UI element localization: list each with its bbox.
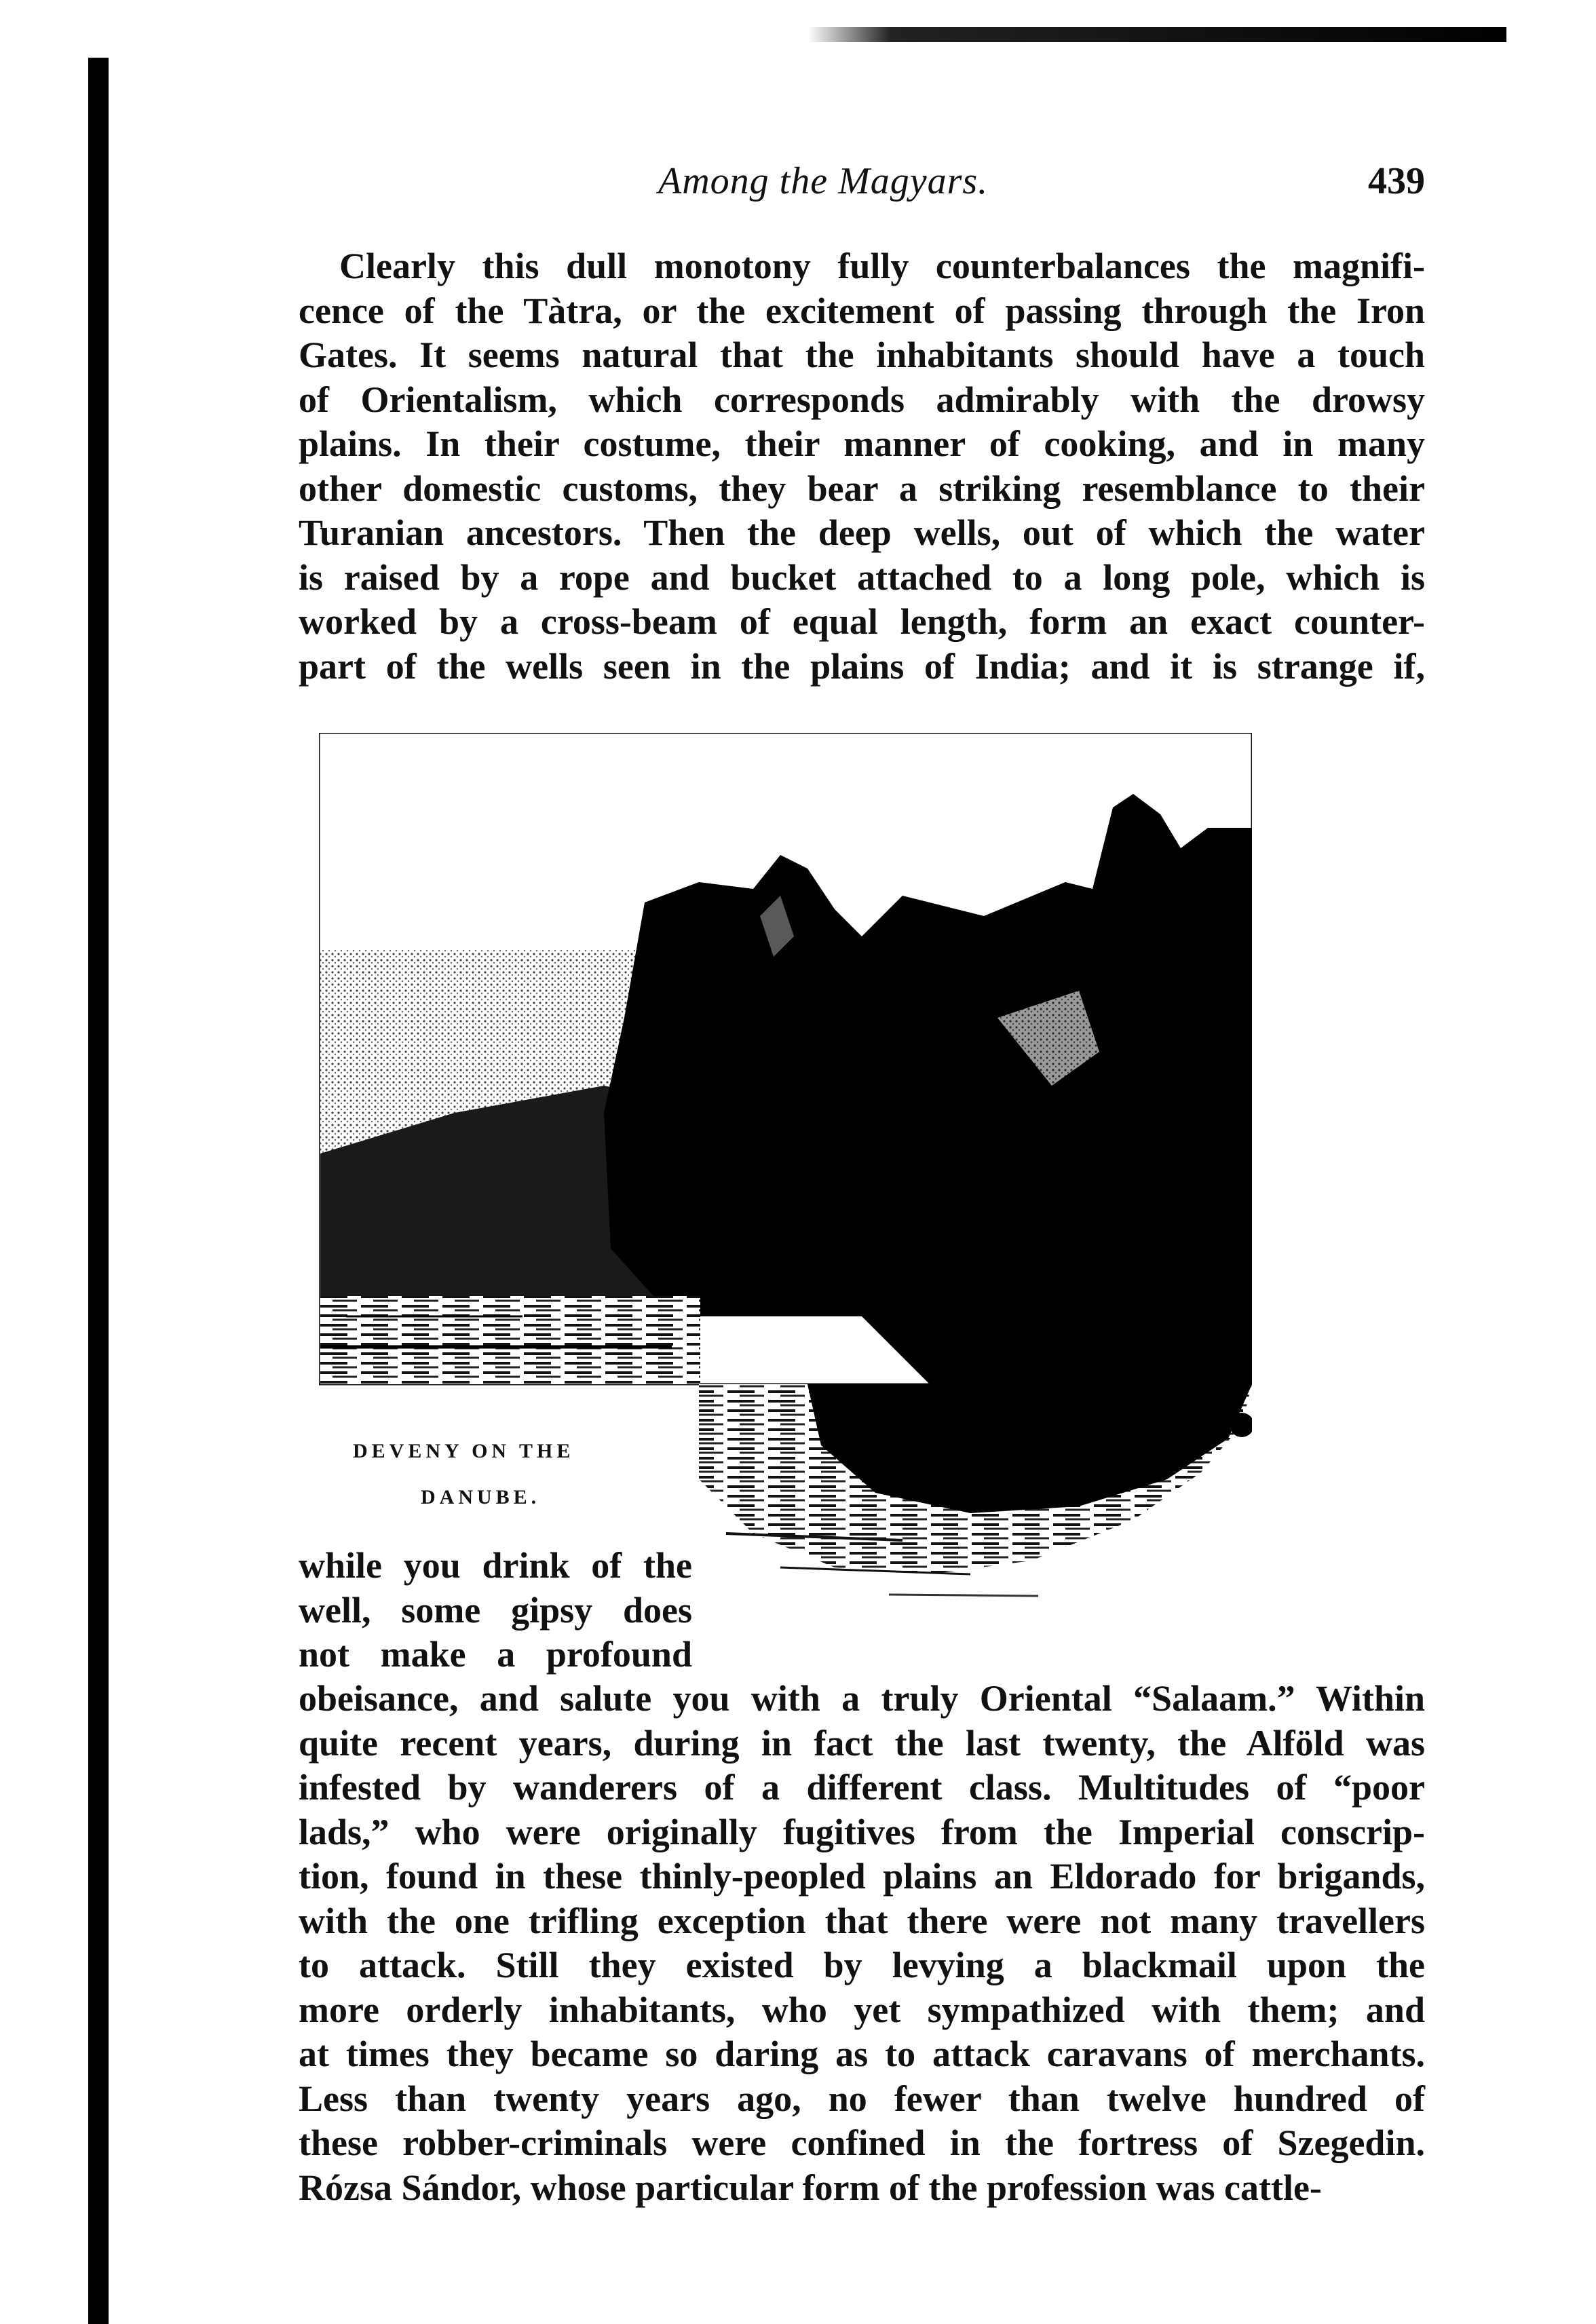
text-line: more orderly inhabitants, who yet sympathized with them; and [299,1989,1425,2030]
text-line: plains. In their costume, their manner of cooking, and in many [299,423,1425,464]
text-line: these robber-criminals were confined in the fortress of Szegedin. [299,2122,1425,2163]
text-line: lads,” who were originally fugitives from the Imperial conscrip- [299,1811,1425,1852]
text-line: of Orientalism, which corresponds admirably with the drowsy [299,379,1425,420]
paragraph-beside-figure [299,1544,692,1677]
page-header [299,159,1425,221]
text-line: is raised by a rope and bucket attached to a long pole, which is [299,556,1425,598]
scan-edge-top [808,27,1506,42]
text-line: part of the wells seen in the plains of India; and it is strange if, [299,645,1425,687]
text-line: infested by wanderers of a different class. Multitudes of “poor [299,1767,1425,1808]
text-line: other domestic customs, they bear a striking resemblance to their [299,468,1425,509]
text-line: Turanian ancestors. Then the deep wells, out of which the water [299,512,1425,553]
text-line: Clearly this dull monotony fully counterbalances the magnifi- [339,246,1425,286]
text-line: at times they became so daring as to attack caravans of merchants. [299,2034,1425,2074]
text-line: tion, found in these thinly-peopled plains an Eldorado for brigands, [299,1856,1425,1897]
caption-line: DEVENY ON THE [353,1440,575,1462]
paragraph-bottom [299,1677,1425,2210]
text-line: quite recent years, during in fact the last twenty, the Alföld was [299,1722,1425,1764]
text-line: Rózsa Sándor, whose particular form of the profession was cattle- [299,2167,1322,2208]
text-line: while you drink of the [299,1545,692,1586]
text-line: worked by a cross-beam of equal length, form an exact counter- [299,601,1425,642]
text-line: with the one trifling exception that there were not many travellers [299,1900,1425,1941]
text-line: Gates. It seems natural that the inhabitants should have a touch [299,335,1425,375]
text-line: obeisance, and salute you with a truly Oriental “Salaam.” Within [299,1678,1425,1719]
running-title: Among the Magyars. [658,160,989,202]
paragraph-top [299,244,1425,689]
text-line: to attack. Still they existed by levying a blackmail upon the [299,1945,1425,1985]
page-number: 439 [1368,160,1425,202]
caption-line: DANUBE. [421,1486,541,1508]
figure-caption [353,1428,692,1521]
scan-edge-left [88,58,109,2324]
text-line: well, some gipsy does [299,1589,692,1631]
text-line: cence of the Tàtra, or the excitement of passing through the Iron [299,290,1425,331]
text-line: Less than twenty years ago, no fewer than twelve hundred of [299,2078,1425,2119]
text-line: not make a profound [299,1634,692,1675]
